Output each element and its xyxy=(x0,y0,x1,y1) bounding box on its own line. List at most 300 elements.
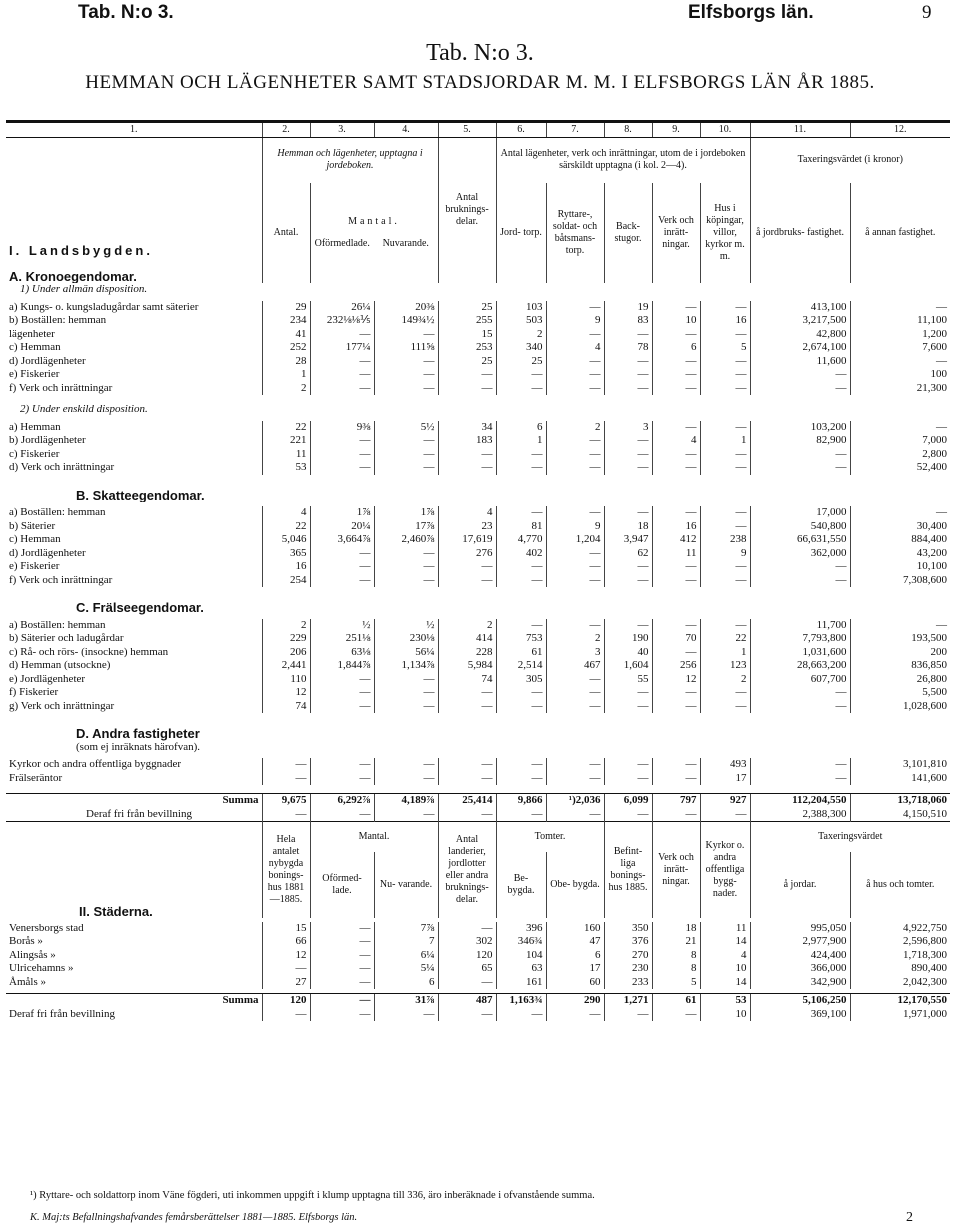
cell: — xyxy=(310,772,374,786)
cell: 19 xyxy=(604,301,652,315)
cell: 120 xyxy=(438,949,496,963)
cell: — xyxy=(604,448,652,462)
cell: 30,400 xyxy=(850,520,950,534)
cell: 149¾½ xyxy=(374,314,438,328)
cell: 254 xyxy=(262,574,310,588)
cell: — xyxy=(700,368,750,382)
page-number-bottom: 2 xyxy=(906,1210,913,1225)
cell: 2 xyxy=(438,619,496,633)
cell: — xyxy=(604,355,652,369)
row-label: c) Hemman xyxy=(9,533,61,545)
cell: — xyxy=(546,368,604,382)
cell: 18 xyxy=(652,922,700,936)
row-label: f) Fiskerier xyxy=(9,686,59,698)
cell: — xyxy=(496,448,546,462)
running-header-page: 9 xyxy=(922,2,932,23)
cell: 26,800 xyxy=(850,673,950,687)
cell: 230 xyxy=(604,962,652,976)
cell: 111⅝ xyxy=(374,341,438,355)
cell: — xyxy=(310,700,374,714)
landsbygden-heading: I. Landsbygden. xyxy=(9,243,153,258)
cell: — xyxy=(438,574,496,588)
header-mantal-cell xyxy=(310,183,438,283)
cell: 414 xyxy=(438,632,496,646)
cell: 232⅛⅛⅕ xyxy=(310,314,374,328)
cell: — xyxy=(438,758,496,772)
row-label: c) Hemman xyxy=(9,341,61,353)
cell: 23 xyxy=(438,520,496,534)
cell: 53 xyxy=(262,461,310,475)
row-label: f) Verk och inrättningar xyxy=(9,573,113,586)
row-label: lägenheter xyxy=(9,327,55,340)
cell: — xyxy=(262,1008,310,1022)
cell: 396 xyxy=(496,922,546,936)
cell: 55 xyxy=(604,673,652,687)
cell: — xyxy=(438,560,496,574)
cell: 206 xyxy=(262,646,310,660)
cell: 41 xyxy=(262,328,310,342)
cell: 47 xyxy=(546,935,604,949)
stader-group-tomter: Tomter. xyxy=(496,822,604,852)
cell: — xyxy=(262,962,310,976)
table-row xyxy=(6,533,950,547)
cell: 607,700 xyxy=(750,673,850,687)
cell: — xyxy=(438,772,496,786)
cell: 2,388,300 xyxy=(750,808,850,822)
colnum: 1. xyxy=(6,122,262,138)
cell: — xyxy=(546,560,604,574)
row-label: Kyrkor och andra offentliga byggnader xyxy=(9,758,182,770)
spacer-row xyxy=(6,587,950,595)
cell: — xyxy=(700,355,750,369)
cell: 120 xyxy=(262,994,310,1008)
cell: 1,031,600 xyxy=(750,646,850,660)
cell: 12,170,550 xyxy=(850,994,950,1008)
cell: 255 xyxy=(438,314,496,328)
row-label: b) Jordlägenheter xyxy=(9,434,86,446)
cell: — xyxy=(700,574,750,588)
cell: — xyxy=(652,328,700,342)
cell: — xyxy=(374,560,438,574)
cell: 83 xyxy=(604,314,652,328)
cell: 10,100 xyxy=(850,560,950,574)
table-row xyxy=(6,646,950,660)
cell: 10 xyxy=(652,314,700,328)
header-taxering: Taxeringsvärdet (i kronor) xyxy=(750,137,950,183)
cell: 25 xyxy=(438,301,496,315)
section-sub-row xyxy=(6,403,950,417)
section-heading-row xyxy=(6,489,950,503)
cell: 493 xyxy=(700,758,750,772)
cell: 467 xyxy=(546,659,604,673)
cell: — xyxy=(604,506,652,520)
table-row xyxy=(6,341,950,355)
cell: — xyxy=(604,461,652,475)
cell: — xyxy=(546,382,604,396)
cell: 412 xyxy=(652,533,700,547)
cell: — xyxy=(310,935,374,949)
header-back: Back- stugor. xyxy=(604,183,652,283)
cell: — xyxy=(604,382,652,396)
cell: 11,100 xyxy=(850,314,950,328)
footnote: ¹) Ryttare- och soldattorp inom Väne fögderi, uti inkommen uppgift i klump upptagna till 336, äro inberäknade i ofvanstående summa. xyxy=(30,1190,595,1201)
spacer-cell xyxy=(6,395,950,403)
cell: — xyxy=(310,949,374,963)
statistics-table xyxy=(6,120,950,1021)
cell: 413,100 xyxy=(750,301,850,315)
cell: — xyxy=(310,808,374,822)
cell: 16 xyxy=(652,520,700,534)
cell: 302 xyxy=(438,935,496,949)
cell: — xyxy=(438,448,496,462)
cell: 7 xyxy=(374,935,438,949)
cell: 6 xyxy=(546,949,604,963)
cell: 2,514 xyxy=(496,659,546,673)
table-row xyxy=(6,619,950,633)
cell: — xyxy=(750,560,850,574)
cell: — xyxy=(652,646,700,660)
cell: 340 xyxy=(496,341,546,355)
cell: 6 xyxy=(374,976,438,990)
row-label: b) Boställen: hemman xyxy=(9,314,107,326)
cell: — xyxy=(374,448,438,462)
cell: — xyxy=(310,994,374,1008)
table-row xyxy=(6,301,950,315)
cell: — xyxy=(310,382,374,396)
cell: 5¼ xyxy=(374,962,438,976)
cell: 10 xyxy=(700,1008,750,1022)
stader-header: å jordar. xyxy=(750,852,850,918)
cell: 503 xyxy=(496,314,546,328)
cell: 52,400 xyxy=(850,461,950,475)
row-label: Deraf fri från bevillning xyxy=(86,807,192,820)
table-row xyxy=(6,328,950,342)
cell: 221 xyxy=(262,434,310,448)
cell: 797 xyxy=(652,794,700,808)
cell: — xyxy=(750,686,850,700)
cell: 15 xyxy=(262,922,310,936)
cell: 4 xyxy=(438,506,496,520)
cell: — xyxy=(604,368,652,382)
stader-header: Be- bygda. xyxy=(496,852,546,918)
cell: — xyxy=(604,772,652,786)
section-subheading: 1) Under allmän disposition. xyxy=(20,283,148,295)
row-label: f) Verk och inrättningar xyxy=(9,381,113,394)
stader-header-row xyxy=(6,822,950,852)
cell: 20¼ xyxy=(310,520,374,534)
header-antal: Antal. xyxy=(262,183,310,283)
cell: — xyxy=(604,434,652,448)
cell: — xyxy=(546,328,604,342)
row-label: d) Verk och inrättningar xyxy=(9,461,115,473)
stader-heading-cell xyxy=(6,822,262,918)
table-row xyxy=(6,700,950,714)
cell: 270 xyxy=(604,949,652,963)
cell: 141,600 xyxy=(850,772,950,786)
cell: — xyxy=(700,808,750,822)
cell: — xyxy=(652,758,700,772)
cell: 252 xyxy=(262,341,310,355)
cell: 160 xyxy=(546,922,604,936)
cell: — xyxy=(546,1008,604,1022)
cell: — xyxy=(374,686,438,700)
table-row xyxy=(6,794,950,808)
cell: 4,922,750 xyxy=(850,922,950,936)
cell: — xyxy=(604,758,652,772)
stader-header-bruk: Antal landerier, jordlotter eller andra bruknings- delar. xyxy=(438,822,496,918)
cell: 4,189⅞ xyxy=(374,794,438,808)
cell: 1 xyxy=(700,646,750,660)
cell: — xyxy=(310,574,374,588)
section-heading: C. Frälseegendomar. xyxy=(76,601,204,615)
cell: 63 xyxy=(496,962,546,976)
cell: — xyxy=(496,758,546,772)
colnum: 4. xyxy=(374,122,438,138)
cell: 103,200 xyxy=(750,421,850,435)
cell: 5 xyxy=(652,976,700,990)
cell: 82,900 xyxy=(750,434,850,448)
cell: 11,600 xyxy=(750,355,850,369)
cell: 66,631,550 xyxy=(750,533,850,547)
stader-header: Kyrkor o. andra offentliga bygg- nader. xyxy=(700,822,750,918)
cell: — xyxy=(652,301,700,315)
cell: — xyxy=(546,673,604,687)
colnum: 5. xyxy=(438,122,496,138)
cell: 7,600 xyxy=(850,341,950,355)
cell: 4 xyxy=(700,949,750,963)
header-bruk: Antal bruknings- delar. xyxy=(438,137,496,283)
row-label: a) Hemman xyxy=(9,420,61,433)
cell: — xyxy=(652,448,700,462)
cell: 10 xyxy=(700,962,750,976)
cell: — xyxy=(604,700,652,714)
cell: 2,596,800 xyxy=(850,935,950,949)
cell: — xyxy=(700,506,750,520)
cell: 100 xyxy=(850,368,950,382)
cell: 2 xyxy=(700,673,750,687)
cell: 238 xyxy=(700,533,750,547)
cell: 256 xyxy=(652,659,700,673)
cell: 28 xyxy=(262,355,310,369)
cell: 753 xyxy=(496,632,546,646)
cell: 200 xyxy=(850,646,950,660)
stader-header: Obe- bygda. xyxy=(546,852,604,918)
row-label: d) Jordlägenheter xyxy=(9,354,86,367)
cell: 1⅞ xyxy=(310,506,374,520)
cell: — xyxy=(438,700,496,714)
cell: 22 xyxy=(262,421,310,435)
cell: 34 xyxy=(438,421,496,435)
cell: 890,400 xyxy=(850,962,950,976)
running-header-right: Elfsborgs län. xyxy=(688,2,814,23)
table-row xyxy=(6,632,950,646)
cell: — xyxy=(652,808,700,822)
cell: 28,663,200 xyxy=(750,659,850,673)
cell: 190 xyxy=(604,632,652,646)
cell: 56¼ xyxy=(374,646,438,660)
cell: 233 xyxy=(604,976,652,990)
cell: — xyxy=(438,1008,496,1022)
cell: 78 xyxy=(604,341,652,355)
colnum: 9. xyxy=(652,122,700,138)
table-row xyxy=(6,547,950,561)
cell: 14 xyxy=(700,935,750,949)
cell: — xyxy=(262,772,310,786)
cell: — xyxy=(438,382,496,396)
spacer-row xyxy=(6,785,950,794)
header-tax-jord: å jordbruks- fastighet. xyxy=(750,183,850,283)
cell: — xyxy=(546,686,604,700)
header-jord: Jord- torp. xyxy=(496,183,546,283)
cell: — xyxy=(438,461,496,475)
table-row xyxy=(6,949,950,963)
section-subheading: (som ej inräknats härofvan). xyxy=(76,740,201,753)
cell: 1 xyxy=(700,434,750,448)
stader-group-tax: Taxeringsvärdet xyxy=(750,822,950,852)
cell: 5,984 xyxy=(438,659,496,673)
stader-header-hus: Hela antalet nybygda bonings- hus 1881 —1885. xyxy=(262,822,310,918)
cell: — xyxy=(496,461,546,475)
cell: 2 xyxy=(546,421,604,435)
cell: — xyxy=(310,560,374,574)
row-label: c) Fiskerier xyxy=(9,447,60,460)
header-hus: Hus i köpingar, villor, kyrkor m. m. xyxy=(700,183,750,283)
cell: 2,977,900 xyxy=(750,935,850,949)
colnum: 8. xyxy=(604,122,652,138)
cell: 31⅞ xyxy=(374,994,438,1008)
cell: — xyxy=(700,448,750,462)
cell: 365 xyxy=(262,547,310,561)
cell: 11 xyxy=(700,922,750,936)
cell: — xyxy=(310,368,374,382)
cell: — xyxy=(546,758,604,772)
colnum: 7. xyxy=(546,122,604,138)
cell: 7⅞ xyxy=(374,922,438,936)
cell: 9,866 xyxy=(496,794,546,808)
cell: — xyxy=(700,700,750,714)
cell: — xyxy=(850,619,950,633)
source-line: K. Maj:ts Befallningshafvandes femårsberättelser 1881—1885. Elfsborgs län. xyxy=(30,1212,358,1223)
cell: 26¼ xyxy=(310,301,374,315)
cell: — xyxy=(546,574,604,588)
row-label: a) Boställen: hemman xyxy=(9,618,106,631)
row-label: Summa xyxy=(6,794,262,808)
cell: — xyxy=(496,560,546,574)
cell: 6 xyxy=(652,341,700,355)
spacer-row xyxy=(6,395,950,403)
table-row xyxy=(6,659,950,673)
row-label: Borås » xyxy=(9,935,43,947)
cell: 276 xyxy=(438,547,496,561)
cell: 4 xyxy=(262,506,310,520)
section-sub-row xyxy=(6,283,950,297)
cell: 123 xyxy=(700,659,750,673)
cell: — xyxy=(546,772,604,786)
cell: 103 xyxy=(496,301,546,315)
cell: 366,000 xyxy=(750,962,850,976)
cell: — xyxy=(496,619,546,633)
row-label: a) Kungs- o. kungsladugårdar samt säterier xyxy=(9,300,199,313)
cell: 6¼ xyxy=(374,949,438,963)
cell: 62 xyxy=(604,547,652,561)
stader-header: Befint- liga bonings- hus 1885. xyxy=(604,822,652,918)
cell: 6,292⅞ xyxy=(310,794,374,808)
table-row xyxy=(6,686,950,700)
cell: — xyxy=(496,368,546,382)
cell: 1 xyxy=(496,434,546,448)
cell: — xyxy=(546,808,604,822)
table-row xyxy=(6,506,950,520)
cell: 61 xyxy=(496,646,546,660)
cell: 74 xyxy=(438,673,496,687)
cell: 2,800 xyxy=(850,448,950,462)
cell: 290 xyxy=(546,994,604,1008)
cell: — xyxy=(850,506,950,520)
cell: 8 xyxy=(652,949,700,963)
cell: 3 xyxy=(604,421,652,435)
cell: — xyxy=(496,700,546,714)
cell: 402 xyxy=(496,547,546,561)
section-heading-row xyxy=(6,727,950,741)
cell: — xyxy=(374,328,438,342)
cell: — xyxy=(546,301,604,315)
cell: 183 xyxy=(438,434,496,448)
cell: — xyxy=(750,461,850,475)
cell: 42,800 xyxy=(750,328,850,342)
cell: 253 xyxy=(438,341,496,355)
cell: 13,718,060 xyxy=(850,794,950,808)
row-label: e) Jordlägenheter xyxy=(9,672,86,685)
column-number-row xyxy=(6,122,950,138)
cell: — xyxy=(652,686,700,700)
table-row xyxy=(6,1008,950,1022)
cell: — xyxy=(374,547,438,561)
spacer-cell xyxy=(6,587,950,595)
row-label: g) Verk och inrättningar xyxy=(9,699,115,712)
cell: 995,050 xyxy=(750,922,850,936)
cell: — xyxy=(546,461,604,475)
cell: — xyxy=(850,421,950,435)
cell: — xyxy=(546,506,604,520)
cell: — xyxy=(546,355,604,369)
cell: 3,664⅞ xyxy=(310,533,374,547)
cell: 27 xyxy=(262,976,310,990)
section-heading: B. Skatteegendomar. xyxy=(76,488,205,502)
row-label: b) Säterier xyxy=(9,519,56,532)
cell: ½ xyxy=(310,619,374,633)
cell: 3,217,500 xyxy=(750,314,850,328)
running-header xyxy=(0,2,960,26)
cell: 1,844⅞ xyxy=(310,659,374,673)
table-row xyxy=(6,314,950,328)
cell: 17 xyxy=(546,962,604,976)
cell: 110 xyxy=(262,673,310,687)
cell: — xyxy=(438,368,496,382)
cell: 1,604 xyxy=(604,659,652,673)
stader-group-mantal: Mantal. xyxy=(310,822,438,852)
cell: 1⅞ xyxy=(374,506,438,520)
row-label: d) Jordlägenheter xyxy=(9,546,86,559)
cell: — xyxy=(652,421,700,435)
cell: 25 xyxy=(438,355,496,369)
table-body xyxy=(6,122,950,1022)
cell: 369,100 xyxy=(750,1008,850,1022)
cell: 5,046 xyxy=(262,533,310,547)
cell: 22 xyxy=(700,632,750,646)
cell: 12 xyxy=(262,949,310,963)
cell: — xyxy=(496,772,546,786)
table-row xyxy=(6,448,950,462)
